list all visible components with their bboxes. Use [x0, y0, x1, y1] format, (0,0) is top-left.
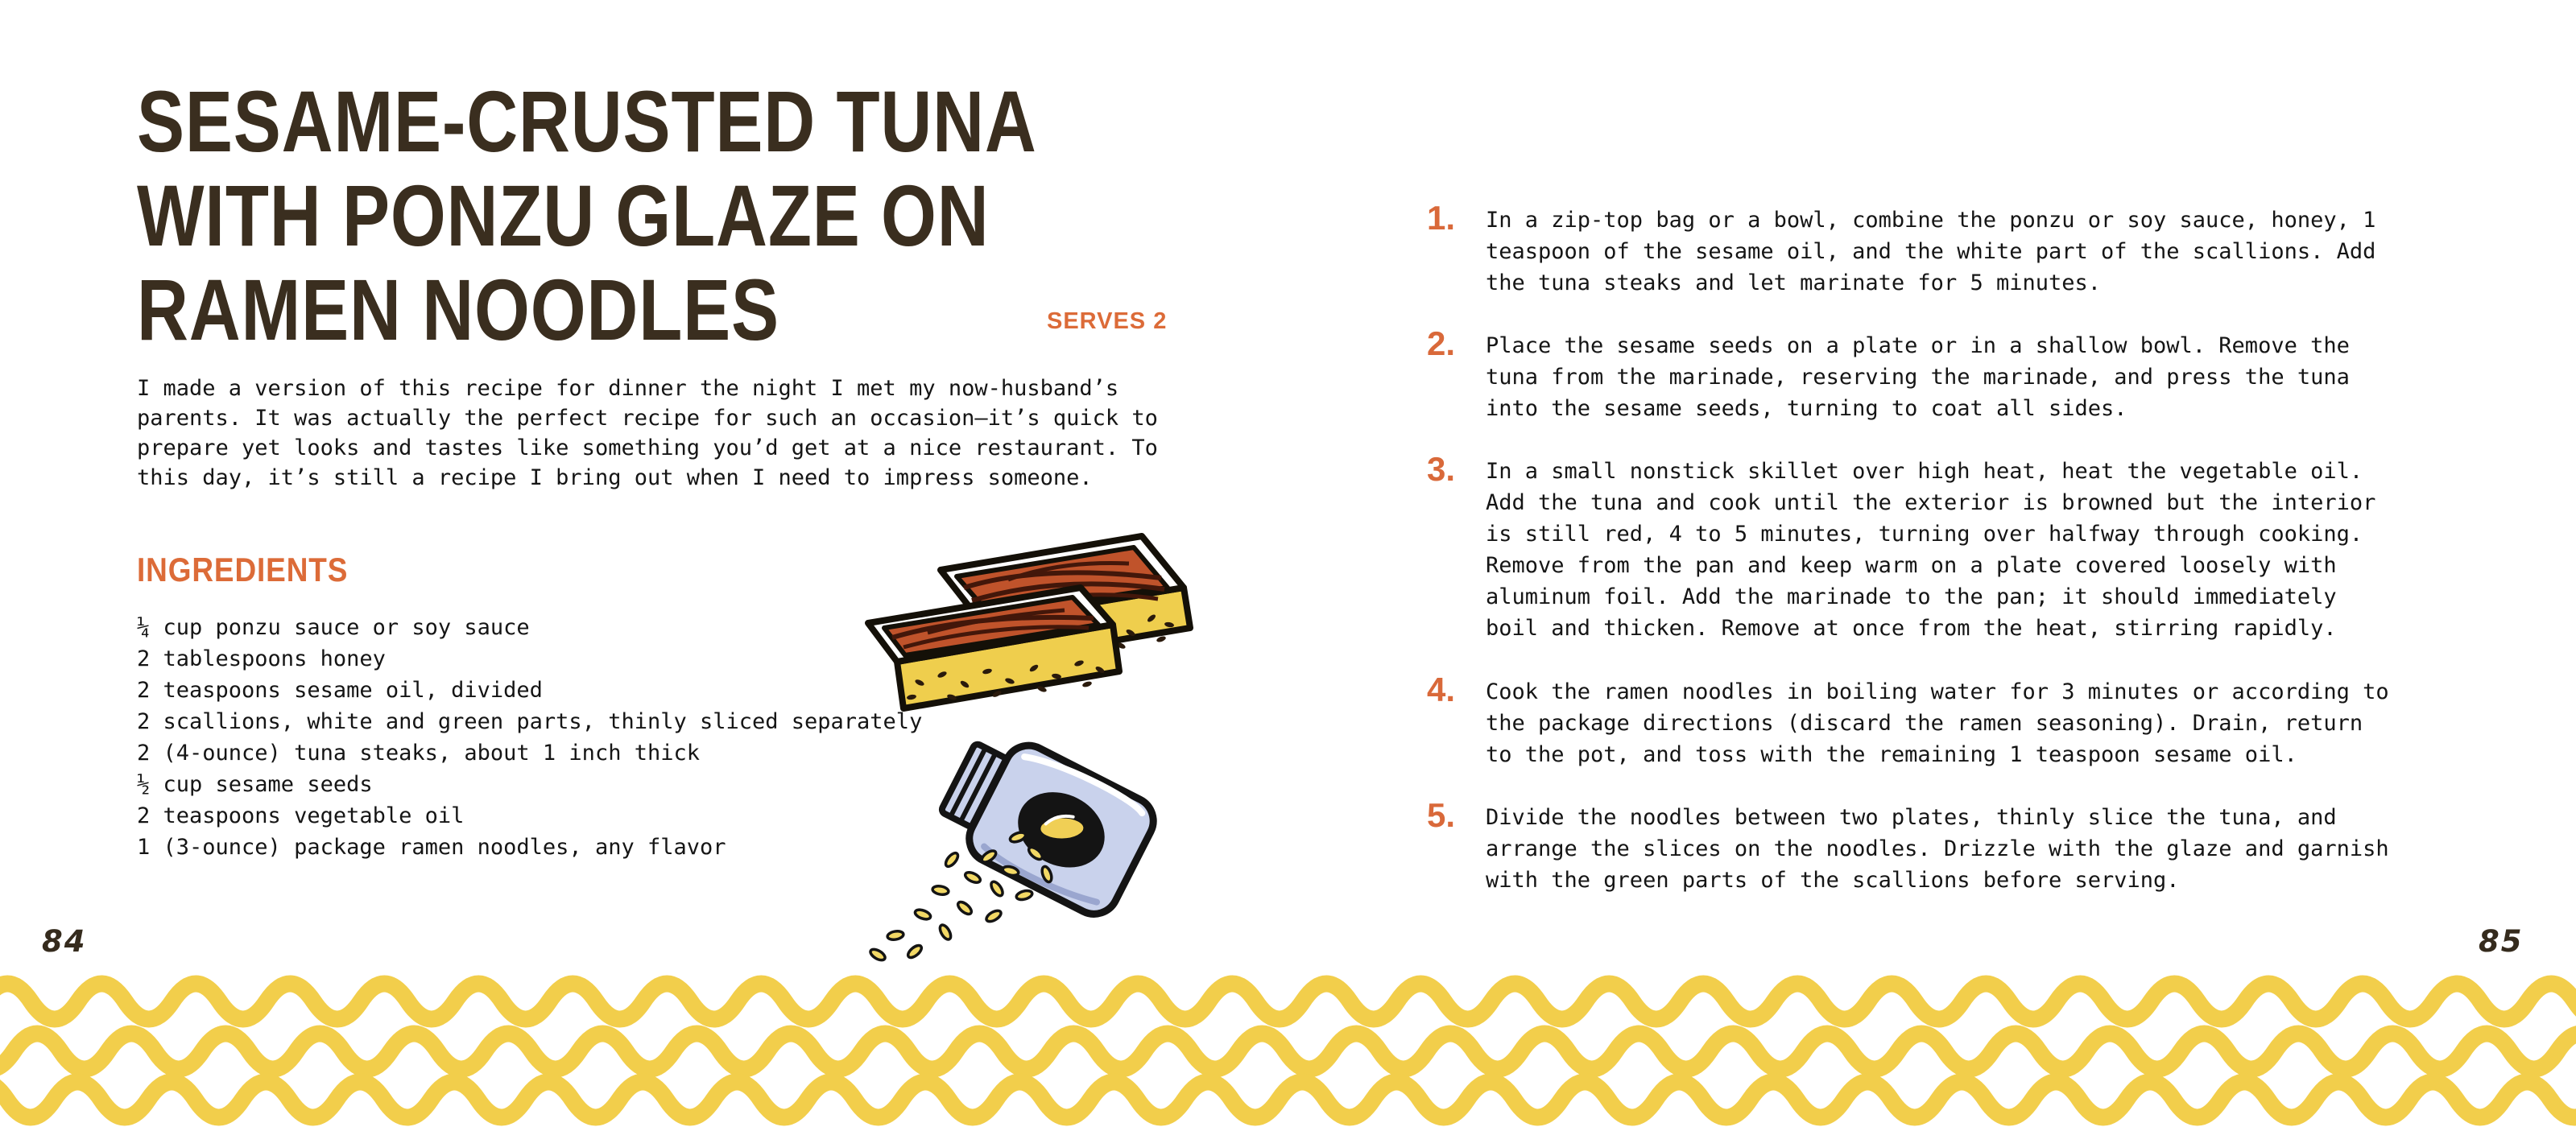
- noodle-wave-border: [0, 966, 2576, 1127]
- ingredient-item: 2 (4-ounce) tuna steaks, about 1 inch thick: [137, 741, 700, 766]
- step-text: In a small nonstick skillet over high heat, heat the vegetable oil. Add the tuna and cook until the exterior is browned but the interior is still red, 4 to 5 minutes, turning over halfway through cooking. Remove from the pan and keep warm on a plate covered loosely with aluminum foil. Add the marinade to the pan; it should immediately boil and thicken. Remove at once from the heat, stirring rapidly.: [1486, 459, 2376, 641]
- ingredients-list: [137, 612, 1200, 863]
- ingredient-item: 2 tablespoons honey: [137, 646, 386, 671]
- recipe-title-line-1: SESAME-CRUSTED TUNA: [137, 72, 1037, 170]
- ingredients-heading: INGREDIENTS: [137, 551, 349, 588]
- noodle-wave-row-2: [0, 1034, 2576, 1069]
- page-number-left: 84: [42, 924, 87, 959]
- ingredient-item: ¼ cup ponzu sauce or soy sauce: [137, 615, 530, 640]
- recipe-intro-paragraph: I made a version of this recipe for dinner the night I met my now-husband’s parents. It was actually the perfect recipe for such an occasion—it’s quick to prepare yet looks and tastes like something you’d get at a nice restaurant. To this day, it’s still a recipe I bring out when I need to impress someone.: [137, 376, 1158, 490]
- ingredient-item: ½ cup sesame seeds: [137, 772, 373, 797]
- ingredient-item: 2 teaspoons sesame oil, divided: [137, 678, 543, 703]
- recipe-title: [137, 74, 1037, 357]
- noodle-wave-row-3: [0, 1082, 2576, 1117]
- ingredient-item: 2 teaspoons vegetable oil: [137, 803, 465, 828]
- ingredient-item: 2 scallions, white and green parts, thinly sliced separately: [137, 709, 923, 734]
- step-text: Cook the ramen noodles in boiling water for 3 minutes or according to the package directions (discard the ramen seasoning). Drain, return to the pot, and toss with the remaining 1 teaspoon sesame oil.: [1486, 679, 2389, 767]
- noodle-wave-row-1: [0, 984, 2576, 1019]
- step-number: 1.: [1427, 199, 1456, 237]
- recipe-title-line-2: WITH PONZU GLAZE ON: [137, 167, 990, 264]
- step-text: Place the sesame seeds on a plate or in a shallow bowl. Remove the tuna from the marinade, reserving the marinade, and press the tuna into the sesame seeds, turning to coat all sides.: [1486, 333, 2350, 421]
- step-number: 5.: [1427, 796, 1456, 834]
- recipe-title-line-3: RAMEN NOODLES: [137, 261, 779, 358]
- step-number: 3.: [1427, 450, 1456, 488]
- step-number: 2.: [1427, 324, 1456, 362]
- step-text: In a zip-top bag or a bowl, combine the ponzu or soy sauce, honey, 1 teaspoon of the sesame oil, and the white part of the scallions. Add the tuna steaks and let marinate for 5 minutes.: [1486, 208, 2376, 295]
- step-number: 4.: [1427, 671, 1456, 708]
- page-number-right: 85: [2479, 924, 2524, 959]
- ingredient-item: 1 (3-ounce) package ramen noodles, any flavor: [137, 835, 726, 860]
- step-text: Divide the noodles between two plates, thinly slice the tuna, and arrange the slices on the noodles. Drizzle with the glaze and garnish with the green parts of the scallions before serving.: [1486, 805, 2389, 893]
- serves-badge: SERVES 2: [1047, 308, 1168, 334]
